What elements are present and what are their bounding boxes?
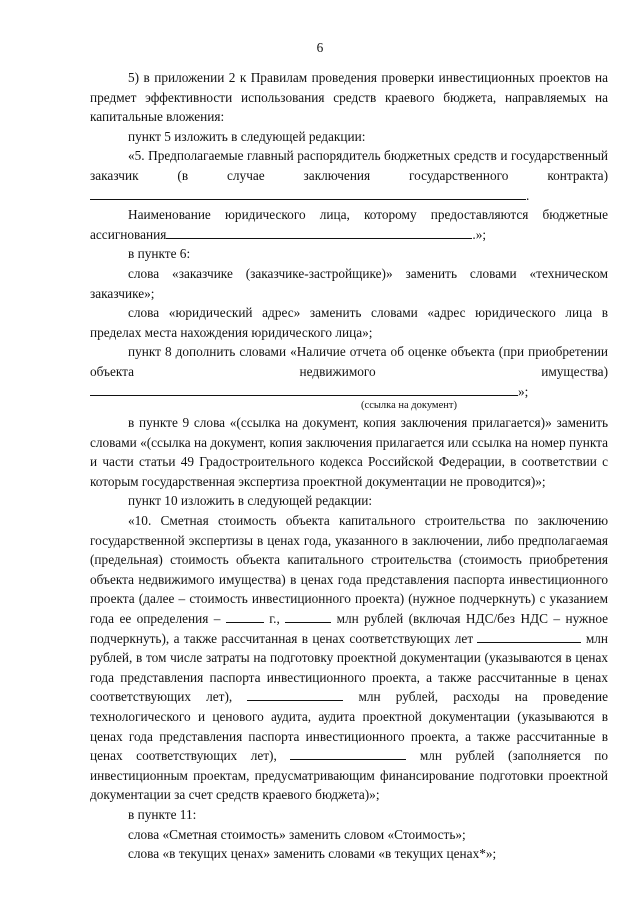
text-line: Наименование юридического лица, которому предоставляются (128, 207, 529, 223)
text-line: и государственный заказчик (в случае заключения государственного (90, 148, 609, 183)
fill-blank-line (285, 609, 331, 623)
paragraph-point10-intro: пункт 10 изложить в следующей редакции: (128, 493, 373, 509)
text-line: »; (518, 383, 529, 399)
text-line: (при приобретении объекта недвижимого (90, 344, 608, 379)
paragraph-legal-entity (90, 205, 608, 244)
text-line: «10. Сметная стоимость объекта капитального строительства (128, 513, 506, 529)
paragraph-item-5 (90, 68, 608, 127)
text-line: в пункте 9 слова «(ссылка на документ, копия заключения прилагается)» (128, 415, 552, 431)
text-line: нужное подчеркнуть), а также рассчитанная в ценах соответствующих лет (90, 611, 609, 646)
fill-blank-line (90, 186, 526, 200)
text-line: капитального строительства (стоимость приобретения объекта недвижимого (90, 552, 608, 587)
text-line: млн рублей (заполняется по (419, 748, 609, 764)
text-line: слова «юридический адрес» заменить словами «адрес юридического лица (128, 305, 593, 321)
text-line: пункт 8 дополнить словами «Наличие отчета об оценке объекта (128, 344, 495, 360)
text-line: млн рублей (включая НДС/без НДС – (336, 611, 561, 627)
paragraph-address (90, 303, 608, 342)
text-line: представления паспорта инвестиционного проекта, а также рассчитанные (159, 728, 596, 744)
paragraph-smetnaya: слова «Сметная стоимость» заменить словом «Стоимость»; (128, 826, 466, 842)
text-line: в пределах места нахождения юридического лица»; (90, 305, 609, 340)
text-line: инвестиционного проекта, а также рассчитанные в ценах соответствующих лет), (90, 669, 608, 705)
text-line: заменить словами «(ссылка на документ, копия заключения прилагается или (90, 415, 609, 450)
text-line: г., (269, 611, 280, 627)
text-line: проектов на предмет эффективности использования средств краевого бюджета, (90, 70, 609, 105)
paragraph-point10-text (90, 511, 608, 805)
text-line: слова «заказчике (заказчике-застройщике)» заменить словами (128, 265, 517, 281)
text-line: имущества) (541, 363, 609, 379)
text-line: 5) в приложении 2 к Правилам проведения проверки инвестиционных (128, 70, 535, 85)
paragraph-point8 (90, 342, 608, 401)
text-line: контракта) (547, 167, 609, 183)
text-line: Российской Федерации, в соответствии с которым государственная экспертиза (90, 454, 608, 489)
fill-blank-line (90, 382, 518, 396)
fill-blank-line (166, 225, 472, 239)
paragraph-current-prices: слова «в текущих ценах» заменить словами «в текущих ценах*»; (128, 846, 497, 862)
text-line: направляемых на капитальные вложения: (90, 89, 609, 125)
fill-blank-line (247, 687, 343, 701)
text-line: .»; (472, 226, 487, 242)
paragraph-point5-text (90, 146, 608, 205)
text-line: проектной документации не проводится)»; (302, 473, 546, 489)
paragraph-point11: в пункте 11: (128, 806, 197, 822)
text-line: «5. Предполагаемые главный распорядитель бюджетных средств (128, 148, 497, 164)
text-line: (далее – стоимость инвестиционного проекта) (нужное подчеркнуть) с указанием (138, 591, 608, 607)
text-line: в ценах соответствующих лет), (90, 728, 608, 764)
text-line: года ее определения – (90, 611, 221, 627)
paragraph-point9 (90, 413, 608, 491)
text-line: и ценового аудита, аудита проектной документации (указываются в ценах года (90, 709, 608, 744)
text-line: документации (указываются в ценах года представления паспорта (90, 650, 608, 685)
text-line: инвестиционным проектам, предусматривающим финансирование подготовки (90, 767, 544, 783)
text-line: в заключении, либо предполагаемая (предельная) стоимость объекта (90, 532, 608, 568)
field-caption: (ссылка на документ) (361, 400, 457, 412)
fill-blank-line (226, 609, 264, 623)
document-body (90, 68, 608, 864)
text-line: проектной документации за счет средств краевого бюджета)»; (90, 767, 608, 803)
text-line: . (526, 187, 530, 203)
text-line: бюджетные ассигнования (90, 207, 608, 242)
text-line: «техническом заказчике»; (90, 265, 608, 301)
paragraph-point5-intro: пункт 5 изложить в следующей редакции: (128, 128, 366, 144)
fill-blank-line (290, 746, 406, 760)
paragraph-zakazchik (90, 264, 608, 303)
paragraph-point6: в пункте 6: (128, 246, 191, 262)
text-line: млн рублей, расходы на проведение технологического (90, 689, 609, 724)
text-line: млн рублей, в том числе затраты на подготовку проектной (90, 630, 608, 666)
text-line: по заключению государственной экспертизы в ценах года, указанного (90, 513, 609, 548)
page-number: 6 (316, 40, 324, 55)
text-line: ссылка на номер пункта и части статьи 49 Градостроительного кодекса (90, 434, 608, 470)
text-line: имущества) в ценах года представления паспорта инвестиционного проекта (90, 571, 609, 607)
fill-blank-line (477, 629, 581, 643)
